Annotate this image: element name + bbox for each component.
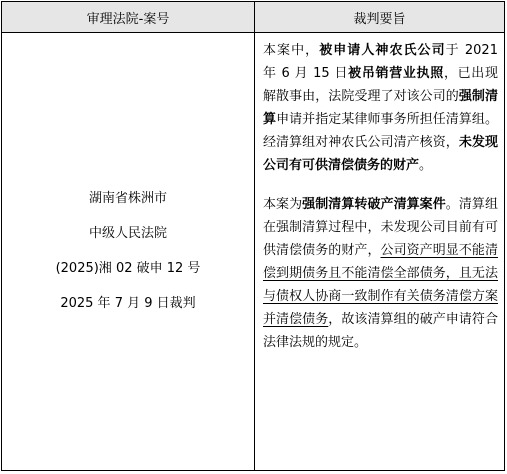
p1-text-5: 。 bbox=[419, 158, 433, 173]
p1-bold-no-assets: 未发现公司有可供清偿债务的财产 bbox=[263, 135, 498, 173]
gist-cell bbox=[255, 33, 505, 471]
court-region: 湖南省株洲市 bbox=[88, 191, 167, 206]
p2-bold-case-type: 强制清算转破产清算案件 bbox=[302, 197, 446, 212]
p1-text-3: ，已出现解散事由，法院受理了对该公司的 bbox=[263, 66, 498, 104]
p1-text-1: 本案中， bbox=[263, 43, 320, 58]
p2-text-3: ，故该清算组的破产申请符合法律法规的规定。 bbox=[263, 312, 498, 350]
table-header-row bbox=[2, 2, 505, 33]
case-number: (2025)湘 02 破申 12 号 bbox=[55, 261, 201, 276]
header-court-case: 审理法院-案号 bbox=[2, 2, 255, 33]
p1-bold-license-revoked: 被吊销营业执照 bbox=[348, 66, 444, 81]
p1-bold-compulsory-liquidation: 强制清算 bbox=[263, 89, 498, 127]
table-row bbox=[2, 33, 505, 471]
case-table bbox=[1, 1, 505, 471]
p1-bold-respondent: 被申请人神农氏公司 bbox=[319, 43, 446, 58]
p1-text-2: 于 2021 年 6 月 15 日 bbox=[263, 43, 498, 81]
p1-text-4: 申请并指定某律师事务所担任清算组。经清算组对神农氏公司清产核资， bbox=[263, 112, 498, 150]
court-cell bbox=[2, 33, 255, 471]
p2-text-1: 本案为 bbox=[263, 197, 303, 212]
gist-paragraph-1 bbox=[263, 39, 498, 177]
header-judgment-gist: 裁判要旨 bbox=[255, 2, 505, 33]
p2-underlined-insolvency: 公司资产明显不能清偿到期债务且不能清偿全部债务，且无法与债权人协商一致制作有关债务清偿方案并清偿债务 bbox=[263, 243, 498, 327]
gist-paragraph-2 bbox=[263, 193, 498, 354]
p2-text-2: 。清算组在强制清算过程中，未发现公司目前有可供清偿债务的财产， bbox=[263, 197, 498, 258]
court-name: 中级人民法院 bbox=[88, 226, 167, 241]
judgment-date: 2025 年 7 月 9 日裁判 bbox=[60, 296, 196, 311]
